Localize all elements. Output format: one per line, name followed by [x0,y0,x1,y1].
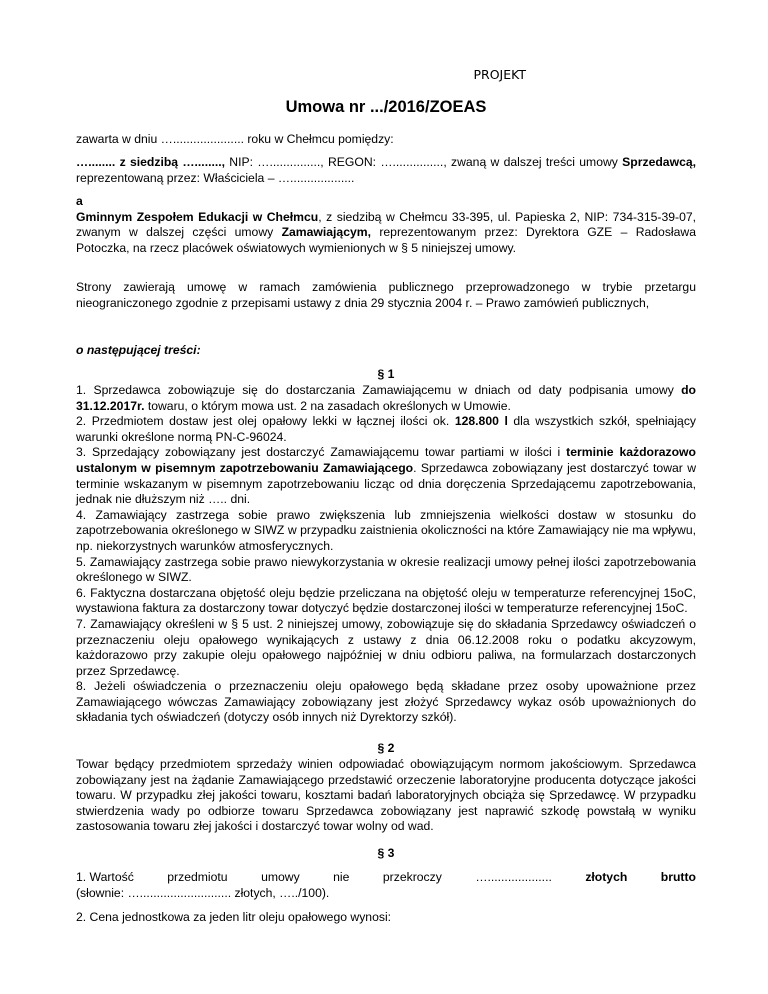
section-3-heading: § 3 [377,846,395,860]
clause-1-6: 6. Faktyczna dostarczana objętość oleju będzie przeliczana na objętość oleju w temperaturze referencyjnej 15oC, wystawiona faktura za dostarczony towar dotyczyć będzie dostarczonej ilości w temperaturze referencyjnej 15oC. [76,585,696,616]
clause-1-7: 7. Zamawiający określeni w § 5 ust. 2 niniejszej umowy, zobowiązuje się do składania Sprzedawcy oświadczeń o przeznaczeniu oleju opałowego wynikających z ustawy z dnia 06.12.2008 roku o podatku akcyzowym, każdorazowo przy zakupie oleju opałowego najpóźniej w dniu odbioru paliwa, na formularzach dostarczonych przez Sprzedawcę. [76,616,696,678]
buyer-role: Zamawiającym, [281,225,371,240]
section-2-body: Towar będący przedmiotem sprzedaży winien odpowiadać obowiązującym normom jakościowym. Sprzedawca zobowiązany jest na żądanie Zamawiającego przedstawić orzeczenie laboratoryjne producenta dotyczące jakości towaru. W przypadku złej jakości towaru, kosztami badań laboratoryjnych obciąża się Sprzedawcę. W przypadku stwierdzenia wady po odbiorze towaru Sprzedawca zobowiązany jest naprawić szkodę powstałą w wyniku zastosowania towaru złej jakości i dostarczyć towar wolny od wad. [76,757,696,834]
buyer-paragraph: a Gminnym Zespołem Edukacji w Chełmcu, z siedzibą w Chełmcu 33-395, ul. Papieska 2, NIP: 734-315-39-07, zwanym w dalszej części umowy Zamawiającym, reprezentowanym przez: Dyrektora GZE – Radosława Potoczka, na rzecz placówek oświatowych wymienionych w § 5 niniejszej umowy. [76,194,697,255]
unit-price-line: 2. Cena jednostkowa za jeden litr oleju opałowego wynosi: [76,910,392,924]
document-title: Umowa nr .../2016/ZOEAS [285,98,487,116]
intro-line: zawarta w dniu …..................... roku w Chełmcu pomiędzy: [76,132,394,146]
clause-1-2: 2. Przedmiotem dostaw jest olej opałowy lekki w łącznej ilości ok. 128.800 l dla wszystkich szkół, spełniający warunki określone normą PN-C-96024. [76,414,697,444]
section-1-heading: § 1 [377,367,395,381]
clause-1-4: 4. Zamawiający zastrzega sobie prawo zwiększenia lub zmniejszenia wielkości dostaw w stosunku do zapotrzebowania określonego w SIWZ w przypadku zaistnienia okoliczności na które Zamawiający nie ma wpływu, np. niekorzystnych warunków atmosferycznych. [76,507,696,553]
draft-label: PROJEKT [473,67,526,82]
following-heading: o następującej treści: [76,343,201,357]
buyer-name: Gminnym Zespołem Edukacji w Chełmcu [76,209,319,224]
section-2-heading: § 2 [377,741,395,755]
contract-value-words: (słownie: …........................... złotych, …../100). [76,886,330,900]
seller-name: …........ z siedzibą …........, [76,155,226,169]
seller-role: Sprzedawcą, [622,155,697,169]
preamble-paragraph: Strony zawierają umowę w ramach zamówienia publicznego przeprowadzonego w trybie przetargu nieograniczonego zgodnie z przepisami ustawy z dnia 29 stycznia 2004 r. – Prawo zamówień publicznych, [76,280,696,310]
seller-paragraph: …........ z siedzibą …........, NIP: …..............., REGON: …..............., zwaną w dalszej treści umowy Sprzedawcą, reprezentowaną przez: Właściciela – …................... [76,155,697,185]
clause-1-5: 5. Zamawiający zastrzega sobie prawo niewykorzystania w okresie realizacji umowy pełnej ilości zapotrzebowania określonego w SIWZ. [76,554,696,585]
clause-1-8: 8. Jeżeli oświadczenia o przeznaczeniu oleju opałowego będą składane przez osoby upoważnione przez Zamawiającego wówczas Zamawiający zobowiązany jest złożyć Sprzedawcy wykaz osób upoważnionych do składania tych oświadczeń (dotyczy osób innych niż Dyrektorzy szkół). [76,679,696,725]
conjunction: a [76,194,83,208]
clause-1-1: 1. Sprzedawca zobowiązuje się do dostarczania Zamawiającemu w dniach od daty podpisania umowy do 31.12.2017r. towaru, o którym mowa ust. 2 na zasadach określonych w Umowie. [76,383,696,413]
contract-value-line: 1. Wartość przedmiotu umowy nie przekroczy …................... złotych brutto [76,870,696,884]
section-1-body [76,383,696,726]
clause-1-3: 3. Sprzedający zobowiązany jest dostarczyć Zamawiającemu towar partiami w ilości i terminie każdorazowo ustalonym w pisemnym zapotrzebowaniu Zamawiającego. Sprzedawca zobowiązany jest dostarczyć towar w terminie wskazanym w pisemnym zapotrzebowaniu licząc od dnia doręczenia Sprzedającemu zapotrzebowania, jednak nie dłuższym niż ….. dni. [76,445,696,507]
